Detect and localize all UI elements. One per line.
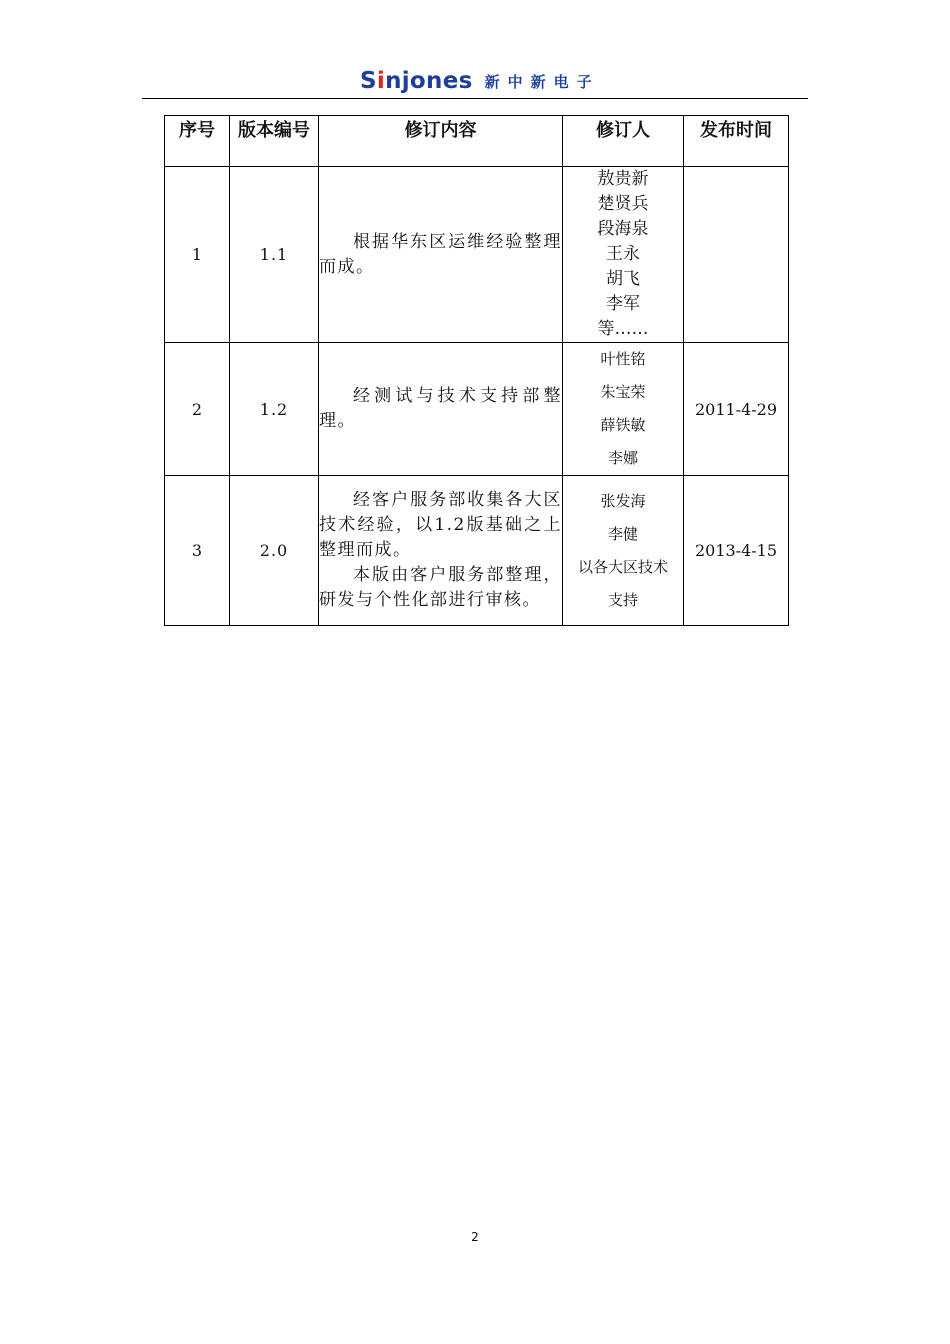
page-header bbox=[0, 66, 950, 100]
table-row bbox=[165, 343, 789, 476]
cell-release-date bbox=[684, 167, 789, 343]
cell-content bbox=[319, 476, 563, 626]
col-header-reviser: 修订人 bbox=[563, 116, 684, 167]
cell-version: 1.2 bbox=[230, 343, 319, 476]
reviser-name: 楚贤兵 bbox=[597, 194, 649, 214]
revision-history-table bbox=[164, 115, 789, 626]
reviser-name: 薛铁敏 bbox=[600, 416, 646, 434]
cell-revisers bbox=[563, 476, 684, 626]
content-paragraph: 本版由客户服务部整理，研发与个性化部进行审核。 bbox=[319, 565, 562, 610]
table-row bbox=[165, 167, 789, 343]
table-header-row bbox=[165, 116, 789, 167]
content-paragraph: 经测试与技术支持部整理。 bbox=[319, 386, 562, 431]
col-header-release-date: 发布时间 bbox=[684, 116, 789, 167]
reviser-name: 以各大区技术 bbox=[577, 557, 668, 576]
reviser-name: 叶性铭 bbox=[600, 350, 646, 368]
cell-content bbox=[319, 343, 563, 476]
header-divider bbox=[142, 98, 808, 99]
reviser-name: 王永 bbox=[606, 244, 640, 264]
cell-number: 3 bbox=[165, 476, 230, 626]
cell-number: 1 bbox=[165, 167, 230, 343]
cell-version: 1.1 bbox=[230, 167, 319, 343]
reviser-name: 李娜 bbox=[607, 449, 638, 467]
content-paragraph: 经客户服务部收集各大区技术经验，以1.2版基础之上整理而成。 bbox=[319, 490, 562, 560]
content-paragraph: 根据华东区运维经验整理而成。 bbox=[319, 231, 562, 277]
logo-wordmark: Sinjones bbox=[360, 68, 473, 94]
reviser-name: 李健 bbox=[607, 524, 638, 543]
col-header-content: 修订内容 bbox=[319, 116, 563, 167]
reviser-name: 等…… bbox=[597, 319, 649, 339]
reviser-name: 胡飞 bbox=[606, 269, 640, 289]
reviser-name: 张发海 bbox=[600, 491, 646, 510]
page-number: 2 bbox=[471, 1230, 479, 1244]
cell-revisers bbox=[563, 343, 684, 476]
reviser-name: 李军 bbox=[606, 294, 640, 314]
cell-revisers bbox=[563, 167, 684, 343]
col-header-number: 序号 bbox=[165, 116, 230, 167]
reviser-name: 支持 bbox=[607, 590, 638, 609]
company-logo bbox=[360, 66, 600, 96]
cell-release-date: 2013-4-15 bbox=[684, 476, 789, 626]
cell-content bbox=[319, 167, 563, 343]
col-header-version: 版本编号 bbox=[230, 116, 319, 167]
reviser-name: 敖贵新 bbox=[597, 169, 649, 189]
cell-number: 2 bbox=[165, 343, 230, 476]
reviser-name: 朱宝荣 bbox=[600, 383, 646, 401]
cell-version: 2.0 bbox=[230, 476, 319, 626]
reviser-name: 段海泉 bbox=[597, 219, 649, 239]
cell-release-date: 2011-4-29 bbox=[684, 343, 789, 476]
logo-chinese-name: 新中新电子 bbox=[484, 72, 600, 91]
table-row bbox=[165, 476, 789, 626]
